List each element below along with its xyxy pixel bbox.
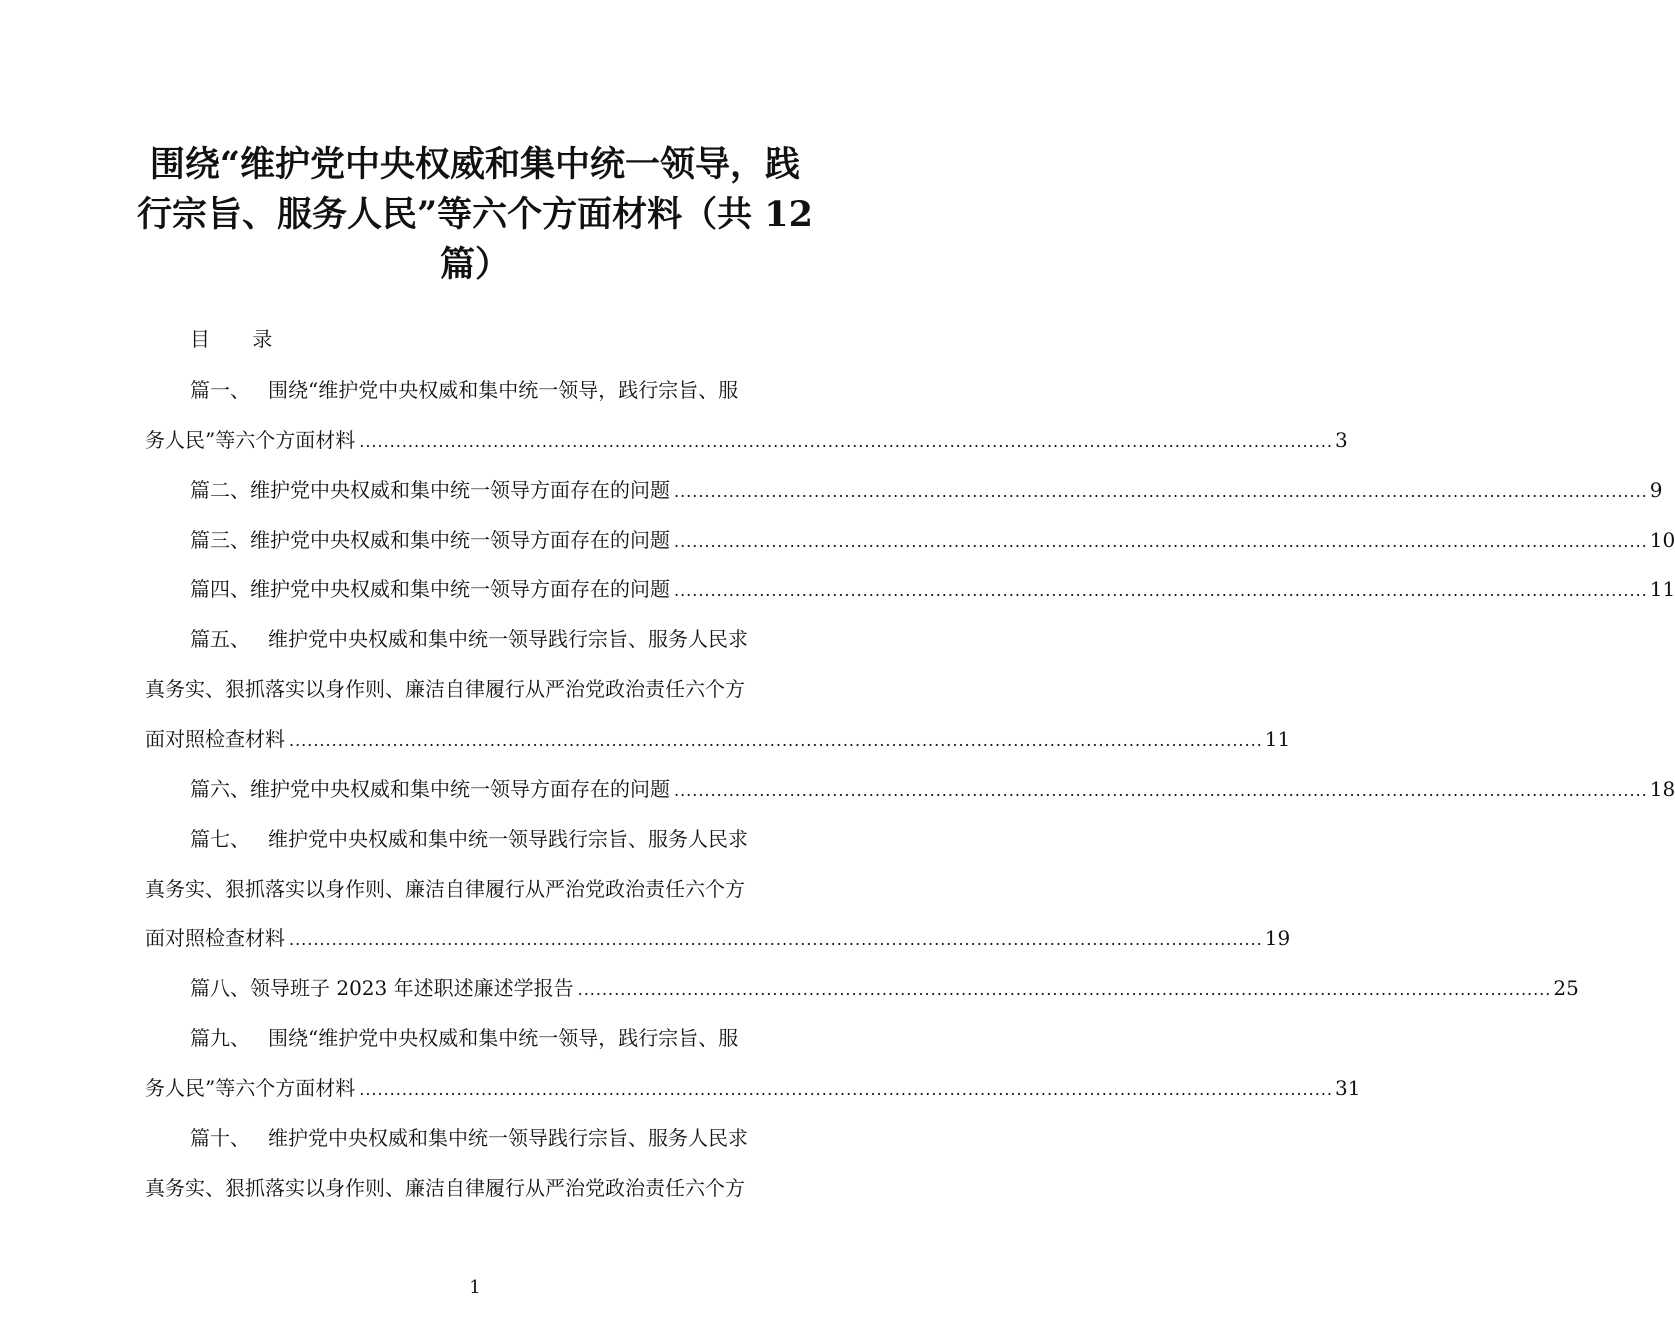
toc-entry-text: 领导班子 2023 年述职述廉述学报告 <box>250 976 574 1001</box>
toc-entry-page: 11 <box>1264 726 1291 751</box>
toc-entry-line[interactable] <box>190 1122 805 1154</box>
toc-entry-label: 篇八、 <box>190 976 250 1001</box>
toc-entry-text: 真务实、狠抓落实以身作则、廉洁自律履行从严治党政治责任六个方 <box>145 1175 745 1200</box>
toc-entry-line[interactable] <box>190 374 805 406</box>
toc-entry-line[interactable] <box>145 1072 1361 1104</box>
toc-entry-page: 9 <box>1649 477 1663 502</box>
toc-leader-dots: ................................................................................................................................................................ <box>289 930 1263 950</box>
toc-leader-dots: ................................................................................................................................................................ <box>674 481 1648 501</box>
toc-entry-line[interactable] <box>190 773 1675 805</box>
toc-entry-text: 面对照检查材料 <box>145 926 285 951</box>
toc-entry-page: 11 <box>1649 577 1675 602</box>
toc-entry-page: 3 <box>1334 427 1348 452</box>
toc-entry-text: 围绕“维护党中央权威和集中统一领导，践行宗旨、服 <box>268 378 739 402</box>
toc-entry-line[interactable] <box>190 823 805 855</box>
toc-entry-line[interactable] <box>145 1172 805 1204</box>
toc-entry-text: 务人民”等六个方面材料 <box>145 427 356 452</box>
toc-entry-text: 围绕“维护党中央权威和集中统一领导，践行宗旨、服 <box>268 1026 739 1051</box>
toc-entry-line[interactable] <box>145 922 1291 954</box>
toc-entry-line[interactable] <box>145 723 1291 755</box>
toc-leader-dots: ................................................................................................................................................................ <box>674 531 1648 551</box>
toc-entry-text: 面对照检查材料 <box>145 726 285 751</box>
toc-entry-line[interactable] <box>145 424 1348 456</box>
toc-entry-label: 篇五、 <box>190 627 250 652</box>
toc-leader-dots: ................................................................................................................................................................ <box>359 1079 1333 1099</box>
toc-entry-line[interactable] <box>145 873 805 905</box>
toc-entry-text: 维护党中央权威和集中统一领导践行宗旨、服务人民求 <box>268 627 748 652</box>
page-number: 1 <box>469 1277 481 1298</box>
toc-entry-label: 篇十、 <box>190 1125 250 1150</box>
toc-leader-dots: ................................................................................................................................................................ <box>674 780 1648 800</box>
toc-entry-text: 真务实、狠抓落实以身作则、廉洁自律履行从严治党政治责任六个方 <box>145 677 745 702</box>
document-title <box>110 140 840 290</box>
toc-entry-page: 18 <box>1649 776 1675 801</box>
toc-entry-text: 维护党中央权威和集中统一领导方面存在的问题 <box>250 477 670 502</box>
toc-entry-line[interactable] <box>190 972 1579 1004</box>
toc-entry-text: 维护党中央权威和集中统一领导践行宗旨、服务人民求 <box>268 826 748 851</box>
toc-entry-line[interactable] <box>190 623 805 655</box>
toc-entry-text: 维护党中央权威和集中统一领导方面存在的问题 <box>250 577 670 602</box>
toc-entry-line[interactable] <box>190 1022 805 1054</box>
title-line-2: 行宗旨、服务人民”等六个方面材料（共 12 <box>136 194 814 235</box>
toc-entry-label: 篇一、 <box>190 378 250 402</box>
toc-entry-line[interactable] <box>190 524 1675 556</box>
toc-entry-text: 真务实、狠抓落实以身作则、廉洁自律履行从严治党政治责任六个方 <box>145 876 745 901</box>
toc-entry-line[interactable] <box>145 673 805 705</box>
toc-leader-dots: ................................................................................................................................................................ <box>289 730 1263 750</box>
toc-entry-page: 10 <box>1649 527 1675 552</box>
title-line-1: 围绕“维护党中央权威和集中统一领导，践 <box>149 144 801 185</box>
toc-entry-page: 19 <box>1264 926 1291 951</box>
toc-entry-text: 务人民”等六个方面材料 <box>145 1075 356 1100</box>
toc-entry-page: 25 <box>1553 976 1579 1001</box>
toc-entry-label: 篇二、 <box>190 477 250 502</box>
toc-leader-dots: ................................................................................................................................................................ <box>577 980 1552 1000</box>
toc-heading: 目 录 <box>190 327 291 351</box>
toc-entry-text: 维护党中央权威和集中统一领导方面存在的问题 <box>250 776 670 801</box>
toc-entry-label: 篇四、 <box>190 577 250 602</box>
toc-entry-line[interactable] <box>190 474 1663 506</box>
toc-entry-label: 篇九、 <box>190 1026 250 1051</box>
toc-entry-label: 篇六、 <box>190 776 250 801</box>
toc-entry-text: 维护党中央权威和集中统一领导践行宗旨、服务人民求 <box>268 1125 748 1150</box>
toc-entry-line[interactable] <box>190 573 1675 605</box>
toc-leader-dots: ................................................................................................................................................................ <box>674 581 1648 601</box>
toc-entry-page: 31 <box>1334 1075 1361 1100</box>
title-line-3: 篇） <box>439 244 510 285</box>
toc-entry-label: 篇三、 <box>190 527 250 552</box>
toc-entry-text: 维护党中央权威和集中统一领导方面存在的问题 <box>250 527 670 552</box>
toc-entry-label: 篇七、 <box>190 826 250 851</box>
toc-leader-dots: ................................................................................................................................................................ <box>359 431 1333 451</box>
